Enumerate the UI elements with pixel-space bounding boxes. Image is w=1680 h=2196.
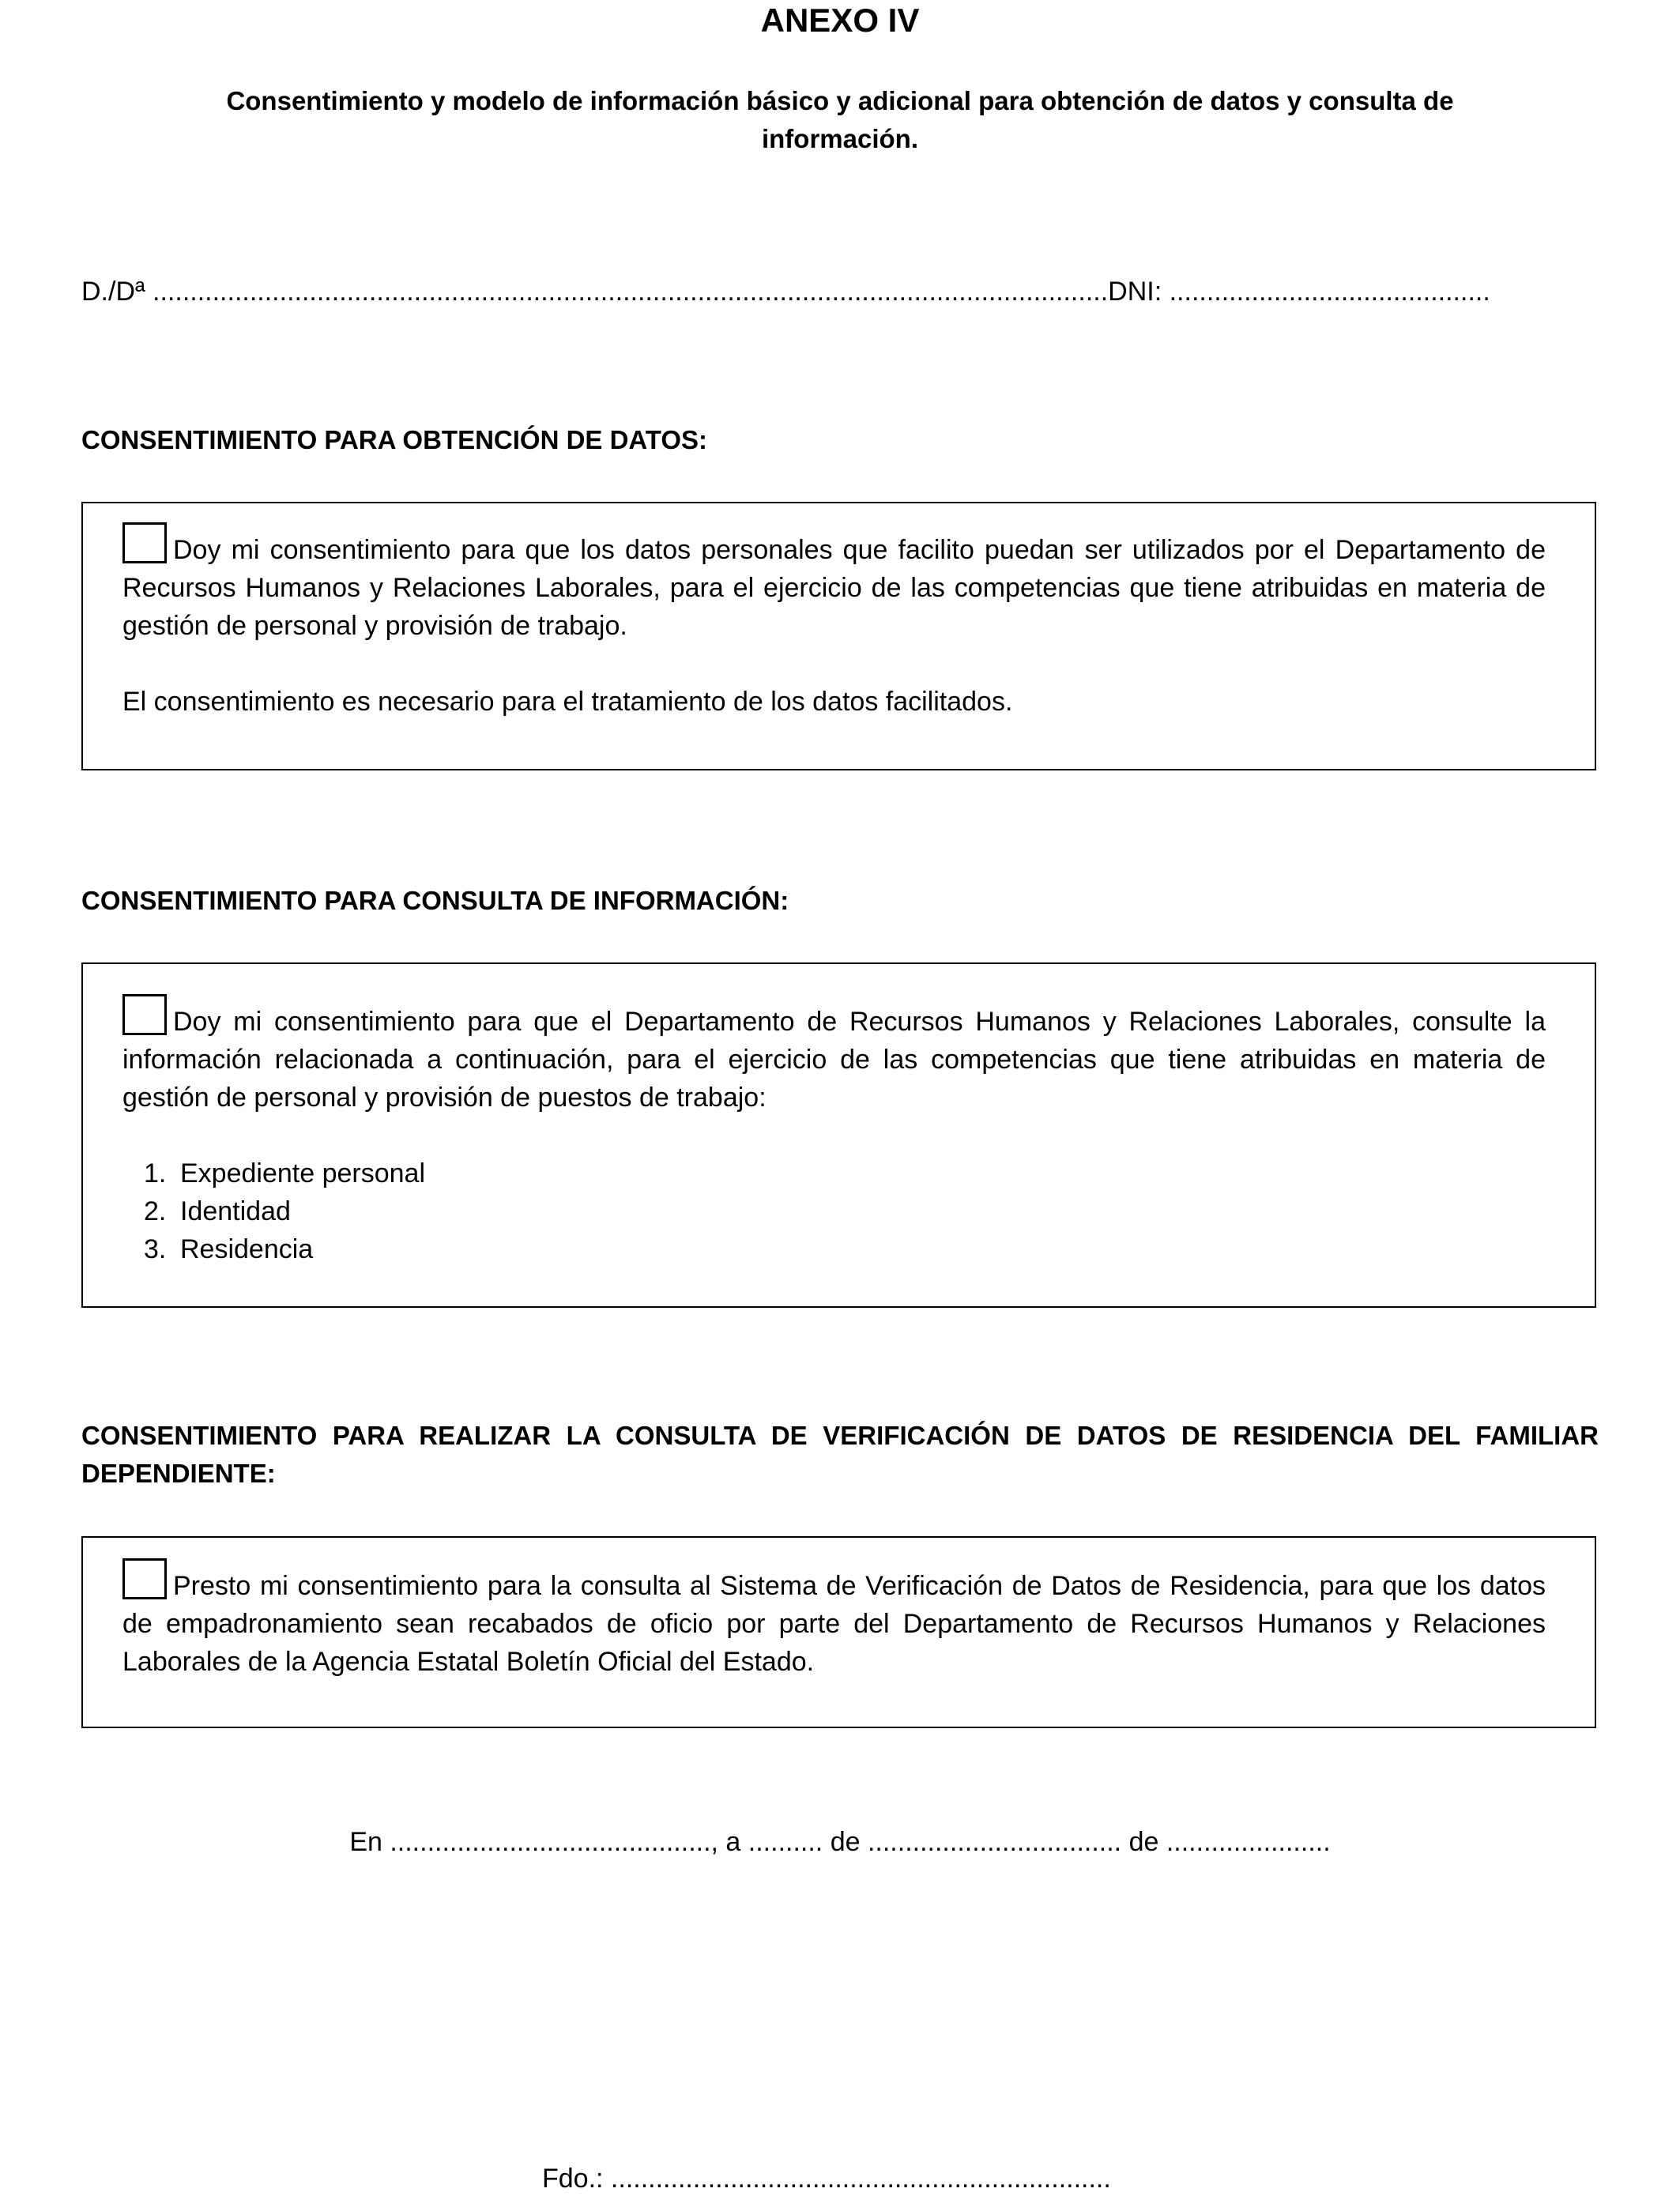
place-date-field-line[interactable]: En ..........................................., a .......... de .................................. de ......................	[349, 1827, 1331, 1857]
consent-text-data-collection: Doy mi consentimiento para que los datos personales que facilito puedan ser utilizados por el Departamento de Recursos Humanos y Relaciones Laborales, para el ejercicio de las competencias que tiene atribuidas en materia de gestión de personal y provisión de trabajo.	[122, 535, 1546, 641]
document-subtitle: Consentimiento y modelo de información básico y adicional para obtención de datos y consulta de información.	[226, 86, 1454, 153]
consent-box-data-collection	[81, 502, 1596, 770]
consent-text-residence-verification: Presto mi consentimiento para la consulta al Sistema de Verificación de Datos de Residencia, para que los datos de empadronamiento sean recabados de oficio por parte del Departamento de Recursos Humanos y Relaciones Laborales de la Agencia Estatal Boletín Oficial del Estado.	[122, 1571, 1546, 1677]
document-title: ANEXO IV	[760, 2, 920, 39]
consent-checkbox-data-collection[interactable]	[122, 522, 167, 563]
consent-checkbox-information-query[interactable]	[122, 994, 167, 1035]
name-dni-field-line[interactable]: D./Dª ................................................................................................................................DNI: ...........................................	[81, 277, 1490, 307]
consent-box-information-query	[81, 962, 1596, 1308]
consent-box-residence-verification	[81, 1536, 1596, 1728]
signature-field-line[interactable]: Fdo.: ...................................................................	[542, 2164, 1111, 2194]
section-heading-data-collection: CONSENTIMIENTO PARA OBTENCIÓN DE DATOS:	[81, 425, 708, 454]
list-item: 1. Expediente personal	[144, 1158, 426, 1188]
consent-note-data-collection: El consentimiento es necesario para el tratamiento de los datos facilitados.	[122, 687, 1013, 717]
section-heading-residence-verification: CONSENTIMIENTO PARA REALIZAR LA CONSULTA DE VERIFICACIÓN DE DATOS DE RESIDENCIA DEL FAMILIAR DEPENDIENTE:	[81, 1421, 1599, 1488]
consent-checkbox-residence-verification[interactable]	[122, 1558, 167, 1599]
list-item: 3. Residencia	[144, 1234, 314, 1264]
section-heading-information-query: CONSENTIMIENTO PARA CONSULTA DE INFORMACIÓN:	[81, 886, 789, 915]
list-item: 2. Identidad	[144, 1196, 291, 1226]
information-list	[122, 1155, 1546, 1268]
consent-text-information-query: Doy mi consentimiento para que el Departamento de Recursos Humanos y Relaciones Laborales, consulte la información relacionada a continuación, para el ejercicio de las competencias que tiene atribuidas en materia de gestión de personal y provisión de puestos de trabajo:	[122, 1007, 1546, 1113]
